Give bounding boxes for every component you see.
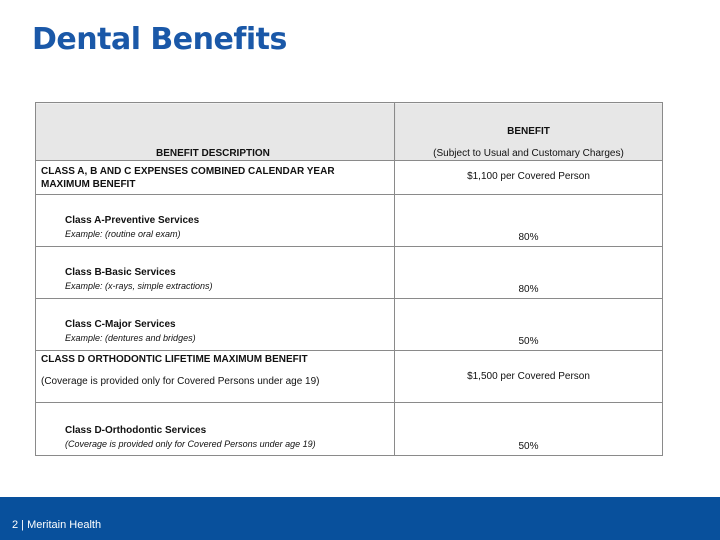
service-name-class-b: Class B-Basic Services xyxy=(65,267,176,278)
class-abc-max-line2: MAXIMUM BENEFIT xyxy=(41,179,136,190)
table-row xyxy=(36,299,663,351)
service-value-class-b: 80% xyxy=(518,284,539,295)
class-abc-max-value-cell xyxy=(395,161,663,195)
class-d-max-label: CLASS D ORTHODONTIC LIFETIME MAXIMUM BENEFIT xyxy=(41,354,308,365)
benefits-table xyxy=(35,102,663,456)
service-example-class-d: (Coverage is provided only for Covered Persons under age 19) xyxy=(65,439,316,449)
class-d-max-label-cell xyxy=(36,351,395,403)
service-value-class-a: 80% xyxy=(518,232,539,243)
header-description-cell xyxy=(36,103,395,161)
service-value-class-c: 50% xyxy=(518,336,539,347)
class-abc-max-line1: CLASS A, B AND C EXPENSES COMBINED CALENDAR YEAR xyxy=(41,166,335,177)
service-name-class-c: Class C-Major Services xyxy=(65,319,176,330)
table-header-row xyxy=(36,103,663,161)
service-example-class-c: Example: (dentures and bridges) xyxy=(65,333,196,343)
service-name-class-d: Class D-Orthodontic Services xyxy=(65,425,207,436)
table-row xyxy=(36,403,663,456)
class-d-max-value: $1,500 per Covered Person xyxy=(467,371,590,382)
service-value-class-d: 50% xyxy=(518,441,539,452)
header-benefit-subtitle: (Subject to Usual and Customary Charges) xyxy=(433,148,624,159)
class-d-max-note: (Coverage is provided only for Covered Persons under age 19) xyxy=(41,376,320,387)
page-title: Dental Benefits xyxy=(32,22,287,57)
service-example-class-a: Example: (routine oral exam) xyxy=(65,229,181,239)
header-benefit-title: BENEFIT xyxy=(507,126,550,137)
table-row xyxy=(36,195,663,247)
table-row xyxy=(36,351,663,403)
table-row xyxy=(36,247,663,299)
footer-text: 2 | Meritain Health xyxy=(12,519,102,531)
header-description-label: BENEFIT DESCRIPTION xyxy=(156,148,270,159)
service-example-class-b: Example: (x-rays, simple extractions) xyxy=(65,281,213,291)
service-name-class-a: Class A-Preventive Services xyxy=(65,215,200,226)
class-abc-max-label-cell xyxy=(36,161,395,195)
class-d-max-value-cell xyxy=(395,351,663,403)
header-benefit-cell xyxy=(395,103,663,161)
footer-bar xyxy=(0,497,720,540)
class-abc-max-value: $1,100 per Covered Person xyxy=(467,171,590,182)
table-row xyxy=(36,161,663,195)
